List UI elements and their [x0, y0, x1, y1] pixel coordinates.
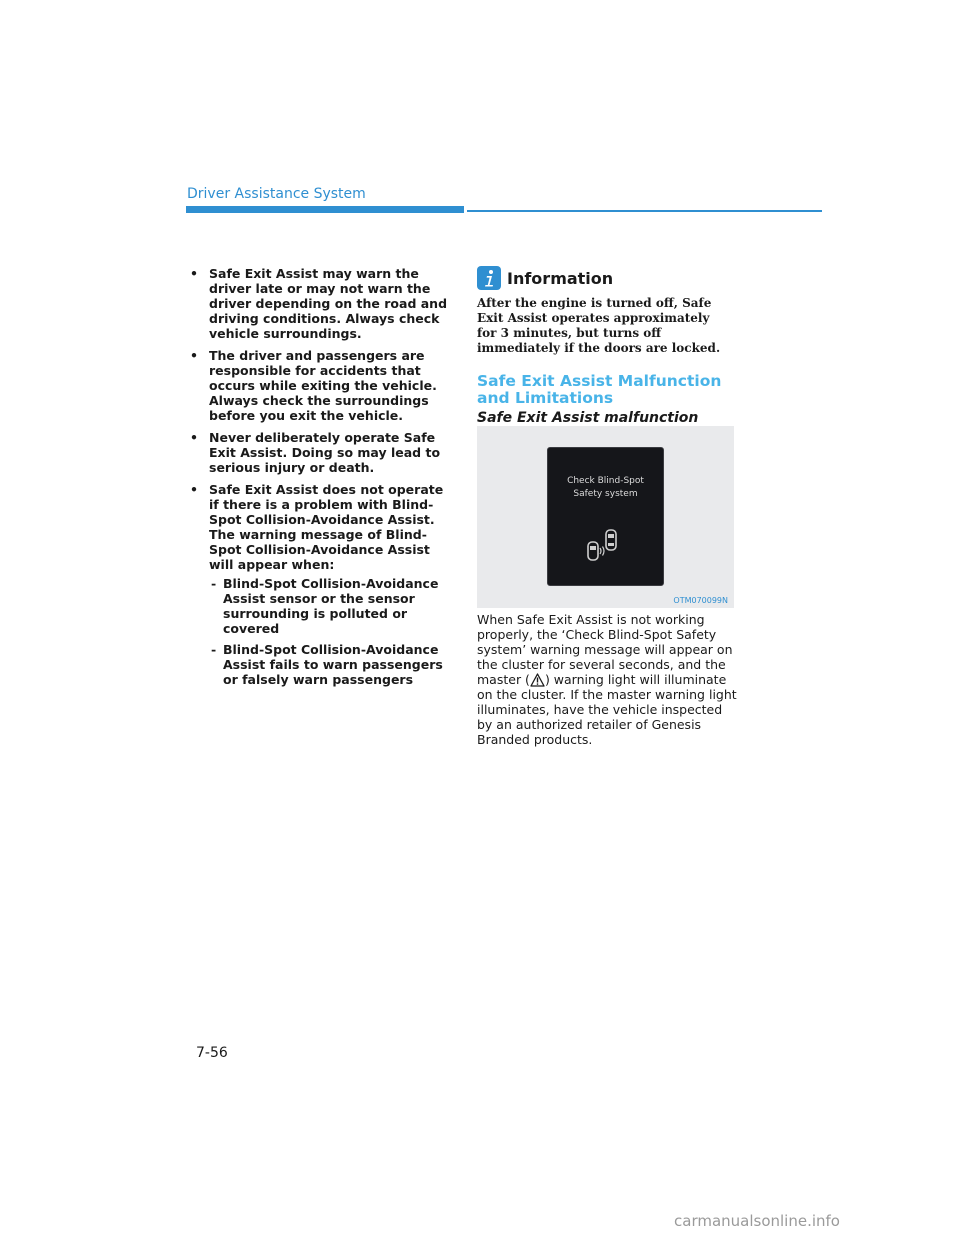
warning-sublist	[209, 576, 452, 687]
warning-item: • The driver and passengers are responsible for accidents that occurs while exiting the vehicle. Always check the surroundings before you exit the vehicle.	[190, 348, 452, 423]
header-bar-thin	[467, 210, 822, 212]
warning-subitem: - Blind-Spot Collision-Avoidance Assist fails to warn passengers or falsely warn passengers	[209, 642, 452, 687]
cluster-figure	[477, 426, 734, 608]
header-bar-thick	[186, 206, 464, 213]
info-icon	[477, 266, 501, 290]
cluster-message	[548, 475, 663, 501]
section-subheading: Safe Exit Assist malfunction	[477, 410, 699, 426]
blind-spot-cars-icon	[586, 528, 626, 568]
info-header	[477, 265, 735, 291]
malfunction-paragraph	[477, 612, 739, 747]
paragraph-part1: When Safe Exit Assist is not working properly, the ‘Check Blind-Spot Safety system’ warning message will appear on the cluster for several seconds, and the master (	[477, 612, 733, 687]
warning-item: • Never deliberately operate Safe Exit Assist. Doing so may lead to serious injury or death.	[190, 430, 452, 475]
header-title: Driver Assistance System	[187, 186, 366, 202]
info-column	[477, 265, 735, 426]
paragraph-part2: ) warning light will illuminate on the cluster. If the master warning light illuminates, have the vehicle inspected by an authorized retailer of Genesis Branded products.	[477, 672, 737, 747]
warning-item	[190, 482, 452, 687]
cluster-screen	[547, 447, 664, 586]
master-warning-icon	[530, 673, 545, 687]
warning-list	[190, 266, 452, 687]
page-number: 7-56	[196, 1045, 228, 1061]
cluster-message-line2: Safety system	[573, 489, 638, 499]
warning-item: • Safe Exit Assist may warn the driver late or may not warn the driver depending on the road and driving conditions. Always check vehicle surroundings.	[190, 266, 452, 341]
figure-code: OTM070099N	[673, 596, 728, 605]
footer-watermark[interactable]: carmanualsonline.info	[674, 1212, 840, 1230]
cluster-message-line1: Check Blind-Spot	[567, 476, 644, 486]
warning-subitem: - Blind-Spot Collision-Avoidance Assist sensor or the sensor surrounding is polluted or covered	[209, 576, 452, 636]
info-body: After the engine is turned off, Safe Exit Assist operates approximately for 3 minutes, but turns off immediately if the doors are locked.	[477, 296, 721, 355]
section-heading: Safe Exit Assist Malfunction and Limitations	[477, 372, 722, 407]
warning-item-text: Safe Exit Assist does not operate if there is a problem with Blind-Spot Collision-Avoidance Assist. The warning message of Blind-Spot Collision-Avoidance Assist will appear when:	[209, 482, 444, 572]
info-title: Information	[507, 268, 614, 288]
warning-column	[190, 266, 452, 694]
